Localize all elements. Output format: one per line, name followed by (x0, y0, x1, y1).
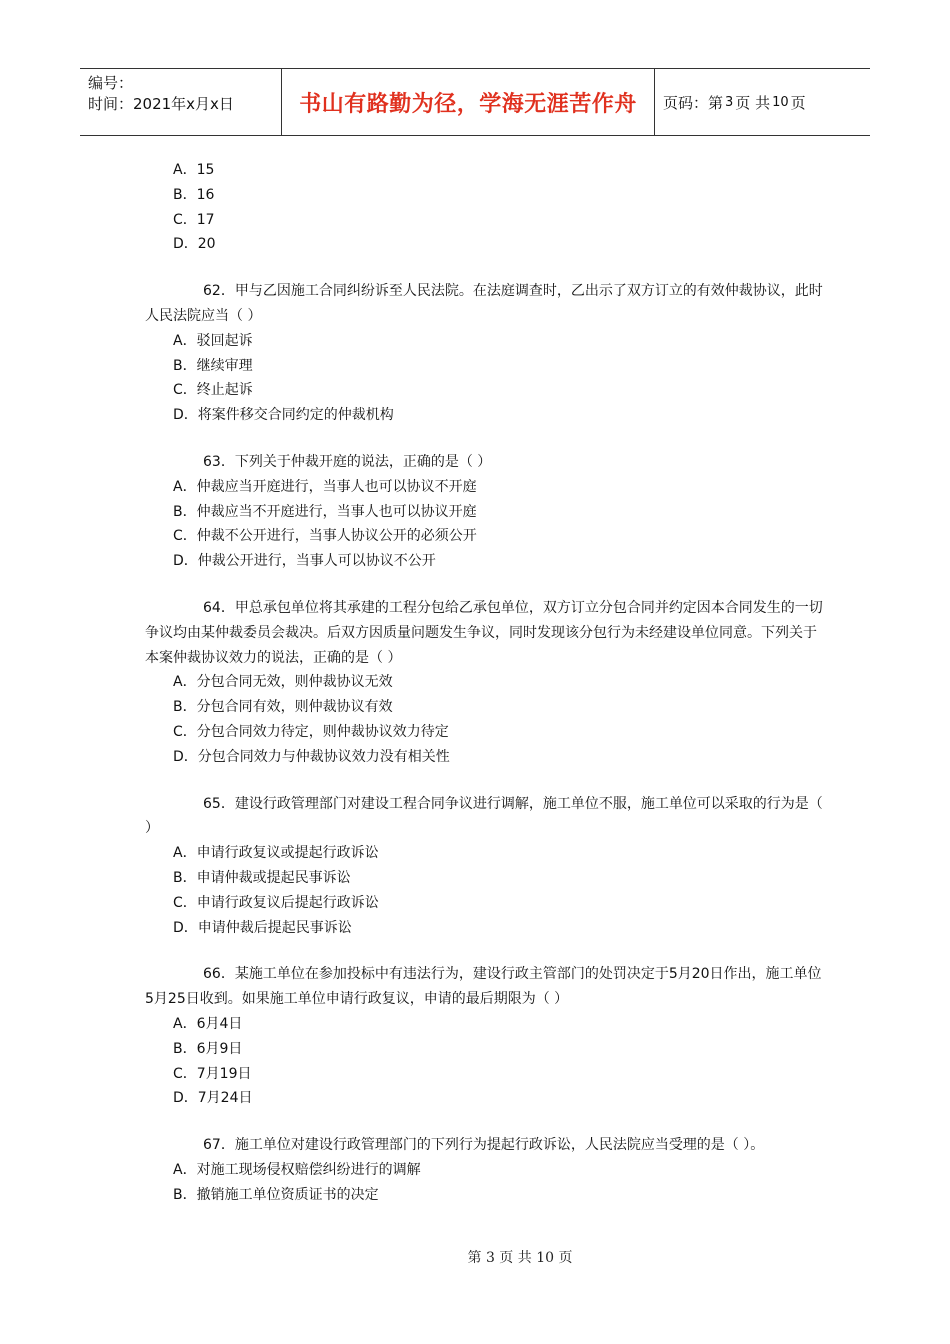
option: A．分包合同无效，则仲裁协议无效 (173, 674, 393, 691)
question-text: 67．施工单位对建设行政管理部门的下列行为提起行政诉讼，人民法院应当受理的是（ ）。 (203, 1137, 765, 1154)
prev-question-options (0, 158, 950, 257)
option: D．申请仲裁后提起民事诉讼 (173, 919, 352, 936)
document-body (0, 158, 950, 1207)
question-text: 62．甲与乙因施工合同纠纷诉至人民法院。在法庭调查时，乙出示了双方订立的有效仲裁协议，此时人民法院应当（ ） (145, 283, 823, 324)
option: A．对施工现场侵权赔偿纠纷进行的调解 (173, 1161, 421, 1178)
question-64 (0, 596, 950, 770)
header-motto-cell (282, 69, 655, 135)
option: B．继续审理 (173, 357, 253, 374)
option: C．7月19日 (173, 1065, 252, 1082)
option: D．20 (173, 236, 216, 253)
question-text: 64．甲总承包单位将其承建的工程分包给乙承包单位，双方订立分包合同并约定因本合同发生的一切争议均由某仲裁委员会裁决。后双方因质量问题发生争议，同时发现该分包行为未经建设单位同意。下列关于本案仲裁协议效力的说法，正确的是（ ） (145, 599, 823, 666)
question-66 (0, 962, 950, 1111)
option: B．6月9日 (173, 1040, 243, 1057)
option: C．终止起诉 (173, 382, 253, 399)
question-text: 66．某施工单位在参加投标中有违法行为，建设行政主管部门的处罚决定于5月20日作出，施工单位5月25日收到。如果施工单位申请行政复议，申请的最后期限为（ ） (145, 966, 822, 1008)
option: B．撤销施工单位资质证书的决定 (173, 1186, 379, 1203)
option: A．申请行政复议或提起行政诉讼 (173, 845, 379, 862)
option: A．15 (173, 162, 215, 178)
question-text: 65．建设行政管理部门对建设工程合同争议进行调解，施工单位不服，施工单位可以采取的行为是（ ） (145, 795, 823, 837)
total-pages: 10 (772, 94, 789, 110)
option: A．6月4日 (173, 1015, 243, 1032)
option: B．16 (173, 186, 215, 203)
option: C．申请行政复议后提起行政诉讼 (173, 894, 379, 911)
header-page-info (655, 69, 870, 135)
page-header (80, 68, 870, 136)
option: A．仲裁应当开庭进行，当事人也可以协议不开庭 (173, 478, 477, 495)
question-63 (0, 450, 950, 574)
option: A．驳回起诉 (173, 332, 253, 349)
option: D．仲裁公开进行，当事人可以协议不公开 (173, 553, 436, 570)
page-footer: 第 3 页 共 10 页 (467, 1250, 573, 1266)
number-label: 编号： (88, 74, 134, 92)
page-prefix: 页码：第 (663, 93, 724, 112)
option: B．仲裁应当不开庭进行，当事人也可以协议开庭 (173, 503, 477, 520)
option: B．分包合同有效，则仲裁协议有效 (173, 699, 393, 716)
option: C．仲裁不公开进行，当事人协议公开的必须公开 (173, 528, 477, 545)
question-65 (0, 792, 950, 941)
option: C．分包合同效力待定，则仲裁协议效力待定 (173, 723, 449, 740)
page-suffix: 页 (790, 93, 806, 112)
option: D．分包合同效力与仲裁协议效力没有相关性 (173, 748, 450, 765)
option: C．17 (173, 211, 215, 228)
motto-text: 书山有路勤为径，学海无涯苦作舟 (299, 90, 637, 117)
page-number: 3 (725, 94, 734, 110)
time-label: 时间：2021年x月x日 (88, 95, 234, 113)
question-67 (0, 1133, 950, 1207)
option: B．申请仲裁或提起民事诉讼 (173, 869, 351, 886)
question-62 (0, 279, 950, 428)
header-meta (80, 69, 282, 135)
option: D．将案件移交合同约定的仲裁机构 (173, 407, 394, 424)
question-text: 63．下列关于仲裁开庭的说法，正确的是（ ） (203, 453, 492, 470)
option: D．7月24日 (173, 1090, 253, 1107)
page-mid: 页 共 (735, 93, 771, 112)
